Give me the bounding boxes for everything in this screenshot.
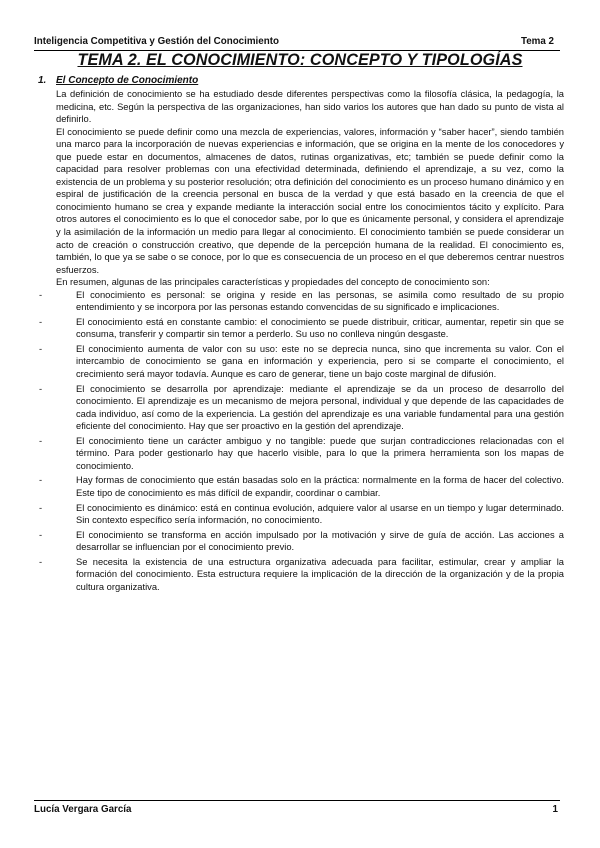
list-item-text: El conocimiento tiene un carácter ambiguo y no tangible: puede que surjan contradicciones relacionadas con el término. Para poder gestionarlo hay que hacerlo visible, para lo que la primera herramienta son los mapas de conocimiento.	[76, 435, 564, 471]
section-heading	[38, 75, 198, 86]
bullet-dash: -	[39, 435, 43, 446]
paragraph: La definición de conocimiento se ha estudiado desde diferentes perspectivas como la filosofía clásica, la pedagogía, la medicina, etc. Según la perspectiva de las organizaciones, han sido varios los autores que han dado su punto de vista al definirlo.	[56, 89, 564, 125]
author-name: Lucía Vergara García	[34, 804, 132, 815]
page-number: 1	[552, 804, 558, 815]
list-item-text: El conocimiento se transforma en acción impulsado por la motivación y sirve de guía de acción. Las acciones a desarrollar se influencian por el conocimiento previo.	[76, 529, 564, 553]
bullet-dash: -	[39, 502, 43, 513]
bullet-dash: -	[39, 289, 43, 300]
bullet-dash: -	[39, 383, 43, 394]
list-item-text: El conocimiento aumenta de valor con su uso: este no se deprecia nunca, sino que incrementa su valor. Con el intercambio de conocimiento se gana en información y experiencia, pero si se comparte el conocimiento, el crecimiento será mayor todavía. Aunque es caro de generar, tiene un bajo coste marginal de difusión.	[76, 343, 564, 380]
page-header	[34, 36, 560, 51]
bullet-dash: -	[39, 343, 43, 354]
list-item-text: El conocimiento se desarrolla por aprendizaje: mediante el aprendizaje se da un proceso de desarrollo del conocimiento. El aprendizaje es un mecanismo de mejora personal, individual y que depende de las capacidades de cada individuo, así como de la experiencia. La gestión del aprendizaje es una variable fundamental para una gestión eficiente del conocimiento. Hay que ser proactivo en la gestión del aprendizaje.	[76, 383, 564, 432]
body-content	[39, 88, 564, 595]
list-item	[39, 474, 564, 499]
list-item	[39, 529, 564, 554]
section-number: 1.	[38, 75, 47, 86]
list-item-text: Hay formas de conocimiento que están basadas solo en la práctica: normalmente en la forma de hacer del colectivo. Este tipo de conocimiento es más difícil de expandir, coordinar o cambiar.	[76, 475, 564, 498]
list-item-text: Se necesita la existencia de una estructura organizativa adecuada para facilitar, estimular, crear y ampliar la formación del conocimiento. Esta estructura requiere la implicación de la dirección de la organización y de la propia cultura organizativa.	[76, 556, 564, 592]
paragraph: En resumen, algunas de las principales características y propiedades del concepto de conocimiento son:	[56, 277, 490, 288]
characteristics-list	[39, 289, 564, 594]
list-item	[39, 435, 564, 473]
list-item-text: El conocimiento es personal: se origina y reside en las personas, se asimila como resultado de su propio entendimiento y se incorpora por las personas estando convencidas de su significado e implicaciones.	[76, 289, 564, 313]
bullet-dash: -	[39, 556, 43, 567]
course-name: Inteligencia Competitiva y Gestión del Conocimiento	[34, 36, 279, 47]
unit-label: Tema 2	[520, 36, 554, 47]
list-item	[39, 502, 564, 527]
list-item	[39, 556, 564, 594]
bullet-dash: -	[39, 316, 43, 327]
paragraph: El conocimiento se puede definir como una mezcla de experiencias, valores, información y “saber hacer”, siendo también una marco para la incorporación de nuevas experiencias e información, que se origina en la mente de los conocedores y que puede estar en documentos, almacenes de datos, rutinas organizativas, etc; también se puede definir como la capacidad para resolver problemas con una efectividad determinada, definiendo el aprendizaje, a su vez, como la existencia de un problema y su posterior resolución; otra definición del conocimiento es un proceso humano dinámico y en espiral de justificación de la creencia personal en busca de la verdad y que está basado en la creencia de que el conocimiento humano se crea y expande mediante la interacción social entre los conocimientos tácito y explícito. Para otros autores el conocimiento es lo que el conocedor sabe, por lo que es únicamente personal, y considera el aprendizaje y la asimilación de la información un medio para llegar al conocimiento. El conocimiento también se puede considerar un acto de creación o construcción creativo, que depende de la percepción humana de la realidad. El conocimiento es, también, lo que ya se sabe o se conoce, por lo que es consecuencia de un proceso en el que deberemos centrar nuestros esfuerzos.	[56, 126, 564, 275]
list-item	[39, 383, 564, 433]
list-item	[39, 343, 564, 381]
page-footer	[34, 800, 560, 818]
bullet-dash: -	[39, 475, 43, 486]
page-title: TEMA 2. EL CONOCIMIENTO: CONCEPTO Y TIPOLOGÍAS	[77, 51, 523, 69]
list-item	[39, 316, 564, 341]
bullet-dash: -	[39, 529, 43, 540]
list-item-text: El conocimiento es dinámico: está en continua evolución, adquiere valor al usarse en un tiempo y lugar determinado. Sin contexto específico sería información, no conocimiento.	[76, 502, 564, 526]
section-label: El Concepto de Conocimiento	[56, 75, 199, 86]
list-item-text: El conocimiento está en constante cambio: el conocimiento se puede distribuir, criticar, aumentar, repetir sin que se consuma, transferir y compartir sin temor a perderlo. Su uso no conlleva ningún desgaste.	[76, 316, 564, 340]
list-item	[39, 289, 564, 314]
